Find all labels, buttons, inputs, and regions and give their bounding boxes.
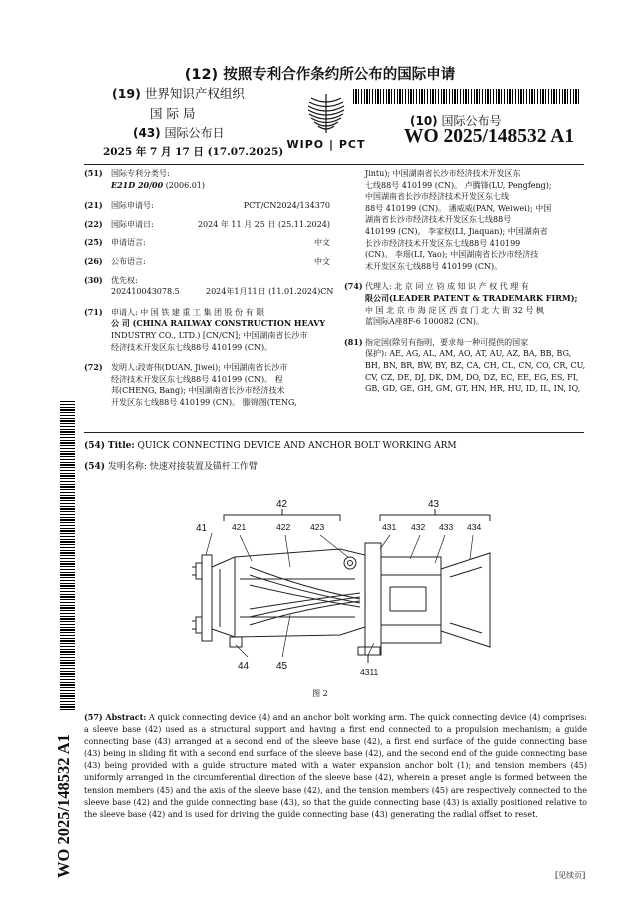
- barcode-side: [60, 400, 75, 710]
- office-name: 世界知识产权组织: [144, 86, 245, 101]
- app-no-row: [84, 200, 330, 212]
- inventor-text: [111, 362, 330, 408]
- fig-label: 4311: [360, 667, 379, 677]
- states-line: CV, CZ, DE, DJ, DK, DM, DO, DZ, EC, EE, EG, ES, FI,: [365, 372, 579, 382]
- flange-41: [202, 555, 212, 641]
- agent-code: (74): [344, 281, 363, 292]
- agent-line: 代理人: 北 京 同 立 钧 成 知 识 产 权 代 理 有: [365, 282, 529, 292]
- lang-value: 中文: [314, 238, 330, 248]
- figure-caption: 图 2: [312, 689, 328, 698]
- office-block: [112, 84, 262, 122]
- states-line: 保护): AE, AG, AL, AM, AO, AT, AU, AZ, BA, BB, BG,: [365, 349, 572, 359]
- applicant-line: 经济技术开发区东七线88号 410199 (CN)。: [111, 342, 273, 352]
- title-en-value: QUICK CONNECTING DEVICE AND ANCHOR BOLT WORKING ARM: [137, 441, 457, 451]
- inventor-cont-line: 长沙市经济技术开发区东七线88号 410199: [365, 238, 521, 248]
- lang-label: 申请语言:: [111, 238, 146, 248]
- abstract-text: A quick connecting device (4) and an anchor bolt working arm. The quick connecting device (4) comprises: a sleeve base (42) used as a structural support and having a first end connected to a propulsion mechanism; a guide connecting base (43) arranged at a second end of the sleeve base (42), a first end surface of the guide connecting base (43) being in sliding fit with a second end surface of the sleeve base (42), and the second end of the guide connecting base (43) being provided with a guide structure mated with a water expansion anchor bolt (1); and tension members (45) uniformly arranged in the circumferential direction of the sleeve base (42), wherein a preset angle is formed between the tension members (45) and the axis of the sleeve base (42), and the tension members (45) are respectively connected to the sleeve base (42) and the guide connecting base (43), so that the guide connecting base (43) is axially positioned relative to the sleeve base (42) and is used for driving the guide connecting base (43) generating the radial offset to reset.: [84, 713, 588, 819]
- guide-base: [365, 543, 381, 655]
- office-code: (19): [112, 86, 141, 101]
- title-zh-label: 发明名称:: [107, 462, 147, 472]
- inventor-line: 开发区东七线88号 410199 (CN)。 滕锦图(TENG,: [111, 397, 297, 407]
- brace-43: [380, 515, 490, 521]
- fig-label: 43: [428, 499, 440, 510]
- inventor-row: [84, 362, 330, 408]
- title-zh-code: (54): [84, 462, 106, 472]
- priority-code: (30): [84, 274, 103, 285]
- brace-42: [224, 515, 340, 521]
- agent-line: 限公司(LEADER PATENT & TRADEMARK FIRM);: [365, 292, 578, 303]
- filing-row: [84, 219, 330, 231]
- priority-row: [84, 275, 330, 287]
- inventor-line: 邦(CHENG, Bang); 中国湖南省长沙市经济技术: [111, 386, 285, 396]
- abstract: [84, 711, 587, 821]
- app-no-code: (21): [84, 200, 103, 211]
- pub-no-label: 国际公布号: [441, 114, 502, 128]
- applicant-line: 申请人: 中 国 铁 建 重 工 集 团 股 份 有 限: [111, 307, 265, 317]
- agent-text: [365, 281, 587, 327]
- applicant-code: (71): [84, 306, 103, 317]
- app-no-value: PCT/CN2024/134370: [243, 201, 330, 211]
- states-text: [365, 337, 587, 395]
- fig-label: 421: [232, 522, 247, 532]
- pub-lang-code: (26): [84, 255, 103, 266]
- agent-line: 蓝国际A座8F-6 100082 (CN)。: [365, 317, 484, 327]
- fig-label: 422: [276, 522, 291, 532]
- continued-note: [见续页]: [555, 871, 586, 880]
- office-bureau: 国 际 局: [150, 106, 196, 121]
- pub-no-code: (10): [410, 114, 438, 128]
- biblio-right: [344, 168, 587, 395]
- states-line: BH, BN, BR, BW, BY, BZ, CA, CH, CL, CN, CO, CR, CU,: [365, 360, 586, 370]
- lang-code: (25): [84, 237, 103, 248]
- inventor-line: 发明人:段寄伟(DUAN, Jiwei); 中国湖南省长沙市: [111, 363, 288, 373]
- ipc-value: E21D 20/00: [111, 179, 164, 190]
- ipc-value-row: [111, 180, 330, 192]
- publication-number: WO 2025/148532 A1: [404, 126, 575, 147]
- inventor-code: (72): [84, 362, 103, 373]
- ipc-label: 国际专利分类号:: [111, 169, 170, 178]
- inventor-cont-line: 湖南省长沙市经济技术开发区东七线88号: [365, 215, 512, 225]
- pub-lang-label: 公布语言:: [111, 256, 146, 266]
- priority-detail-row: [111, 286, 334, 298]
- app-no-label: 国际申请号:: [111, 201, 154, 211]
- fig-label: 41: [196, 523, 208, 534]
- lang-row: [84, 237, 330, 249]
- pub-lang-row: [84, 256, 330, 268]
- title-en-code: (54): [84, 441, 106, 451]
- pub-date-block: [103, 124, 284, 159]
- inventor-cont-line: 410199 (CN)。 李家权(LI, Jiaquan); 中国湖南省: [365, 226, 548, 236]
- states-code: (81): [344, 336, 363, 347]
- inventor-cont-line: 术开发区东七线88号 410199 (CN)。: [365, 261, 503, 271]
- pub-date-label: 国际公布日: [164, 126, 225, 140]
- agent-line: 中 国 北 京 市 海 淀 区 西 直 门 北 大 街 32 号 枫: [365, 305, 544, 315]
- abstract-label: Abstract:: [105, 712, 147, 722]
- states-row: [344, 337, 587, 395]
- ipc-row: [84, 168, 330, 180]
- priority-date: 2024年1月11日 (11.01.2024): [206, 287, 321, 297]
- fig-label: 44: [238, 661, 250, 672]
- fig-label: 42: [276, 499, 288, 510]
- barcode-top: [353, 89, 581, 104]
- filing-label: 国际申请日:: [111, 219, 154, 229]
- title-en-label: Title:: [107, 441, 135, 451]
- ipc-code: (51): [84, 168, 103, 178]
- fig-label: 434: [467, 522, 482, 532]
- abstract-code: (57): [84, 712, 103, 722]
- priority-label: 优先权:: [111, 275, 138, 285]
- priority-number: 202410043078.5: [111, 287, 180, 297]
- inventor-continued: [365, 168, 587, 272]
- filing-value: 2024 年 11 月 25 日 (25.11.2024): [197, 219, 330, 229]
- fig-label: 431: [382, 522, 397, 532]
- applicant-line: 公 司 (CHINA RAILWAY CONSTRUCTION HEAVY: [111, 318, 326, 329]
- inventor-cont-line: 七线88号 410199 (CN)。 卢腾锋(LU, Pengfeng);: [365, 180, 552, 190]
- pub-lang-value: 中文: [314, 256, 330, 266]
- document-title: (12) 按照专利合作条约所公布的国际申请: [184, 67, 456, 83]
- title-zh-value: 快速对接装置及锚杆工作臂: [149, 462, 258, 472]
- figure-drawing: [190, 497, 500, 682]
- inventor-cont-line: 中国湖南省长沙市经济技术开发区东七线: [365, 192, 509, 202]
- agent-row: [344, 281, 587, 327]
- pub-date-code: (43): [133, 126, 161, 140]
- applicant-text: [111, 307, 330, 353]
- inventor-cont-line: (CN)。 李瑶(LI, Yao); 中国湖南省长沙市经济技: [365, 250, 539, 260]
- guide-cone: [441, 553, 490, 647]
- inventor-line: 经济技术开发区东七线88号 410199 (CN)。 程: [111, 374, 283, 384]
- title-en-row: [84, 440, 584, 453]
- biblio-left: [84, 168, 334, 409]
- applicant-row: [84, 307, 330, 353]
- logo-text: WIPO | PCT: [286, 138, 366, 151]
- ipc-edition: (2006.01): [165, 180, 206, 190]
- priority-country: CN: [320, 287, 334, 297]
- fig-label: 433: [439, 522, 454, 532]
- fig-label: 45: [276, 661, 288, 672]
- states-line: 指定国(除另有指明，要求每一种可提供的国家: [365, 337, 529, 347]
- side-publication-number: WO 2025/148532 A1: [54, 734, 73, 878]
- filing-code: (22): [84, 218, 103, 229]
- inventor-cont-line: 88号 410199 (CN)。 潘威威(PAN, Weiwei); 中国: [365, 203, 552, 213]
- title-zh-row: [84, 461, 584, 474]
- states-line: GB, GD, GE, GH, GM, GT, HN, HR, HU, ID, IL, IN, IQ,: [365, 384, 581, 394]
- inventor-cont-line: Jintu); 中国湖南省长沙市经济技术开发区东: [365, 169, 521, 178]
- pub-date: 2025 年 7 月 17 日 (17.07.2025): [103, 146, 284, 158]
- fig-label: 423: [310, 522, 325, 532]
- fig-label: 432: [411, 522, 426, 532]
- applicant-line: INDUSTRY CO., LTD.) [CN/CN]; 中国湖南省长沙市: [111, 330, 308, 340]
